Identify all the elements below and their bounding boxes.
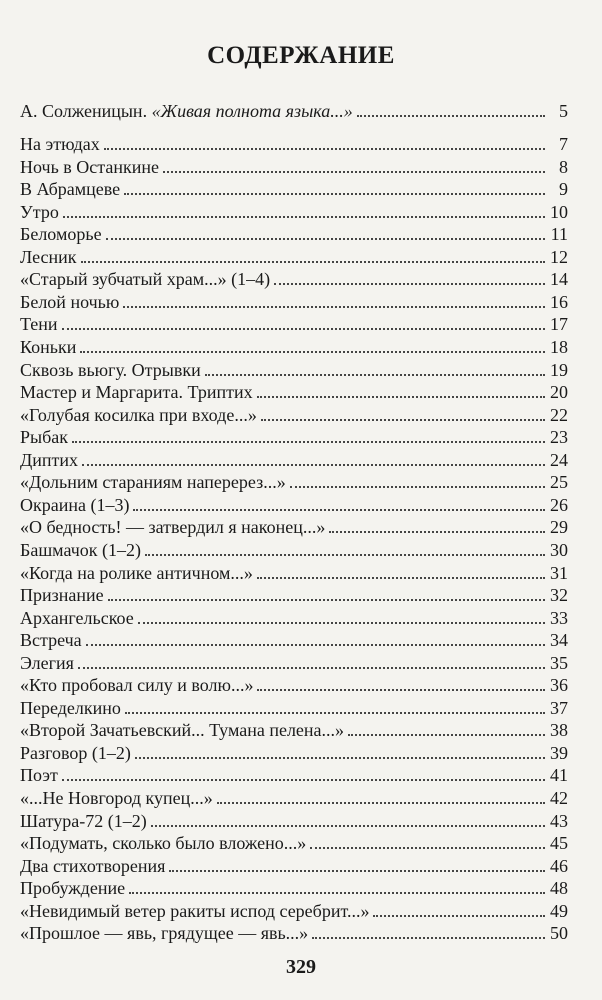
dot-leader xyxy=(125,712,545,714)
toc-entry-title: На этюдах xyxy=(20,134,100,154)
toc-entry xyxy=(20,582,568,606)
toc-entry-title: Архангельское xyxy=(20,607,134,628)
toc-entry-title: Шатура-72 (1–2) xyxy=(20,810,147,831)
toc-entry-title: «...Не Новгород купец...» xyxy=(20,788,213,808)
dot-leader xyxy=(357,115,545,117)
toc-entry-page: 7 xyxy=(559,134,568,154)
toc-entry-page: 24 xyxy=(550,449,568,470)
toc-entry-page: 39 xyxy=(550,742,568,763)
dot-leader xyxy=(329,531,545,533)
toc-entry-title: Пробуждение xyxy=(20,878,126,899)
toc-entry xyxy=(20,402,568,426)
toc-entry xyxy=(20,808,568,832)
dot-leader xyxy=(257,689,545,691)
toc-entry-title: «Прошлое — явь, грядущее — явь...» xyxy=(20,923,309,944)
toc-entry xyxy=(20,154,568,178)
page-title: СОДЕРЖАНИЕ xyxy=(207,42,395,69)
toc-entry-page: 35 xyxy=(550,652,568,673)
toc-entry-title: Поэт xyxy=(20,765,58,786)
toc-entry-page: 18 xyxy=(550,337,568,357)
dot-leader xyxy=(169,870,545,872)
toc-entry-title: Окраина (1–3) xyxy=(20,494,130,515)
toc-entry-title: «Дольним стараниям наперерез...» xyxy=(20,472,286,493)
toc-entry-title: Мастер и Маргарита. Триптих xyxy=(20,382,253,403)
toc-entry-page: 49 xyxy=(550,900,568,921)
toc-entry xyxy=(20,853,568,877)
toc-entry-title: Признание xyxy=(20,585,104,605)
toc-entry xyxy=(20,627,568,651)
dot-leader xyxy=(373,915,545,917)
toc-entry-page: 34 xyxy=(550,630,568,651)
toc-entry xyxy=(20,244,568,268)
toc-entry-title: «Невидимый ветер ракиты испод серебрит...» xyxy=(20,900,370,921)
toc-entry xyxy=(20,875,568,899)
toc-entry-title: Сквозь вьюгу. Отрывки xyxy=(20,359,201,380)
toc-entry xyxy=(20,514,568,538)
toc-entry xyxy=(20,131,568,155)
preface-title: «Живая полнота языка...» xyxy=(151,101,353,121)
toc-entry xyxy=(20,898,568,922)
dot-leader xyxy=(348,734,545,736)
dot-leader xyxy=(86,644,545,646)
dot-leader xyxy=(135,757,545,759)
dot-leader xyxy=(310,847,545,849)
toc-entry xyxy=(20,650,568,674)
toc-entry xyxy=(20,424,568,448)
toc-entry xyxy=(20,740,568,764)
toc-entry-page: 38 xyxy=(550,720,568,741)
toc-entry-page: 45 xyxy=(550,833,568,854)
dot-leader xyxy=(108,599,545,601)
toc-entry xyxy=(20,717,568,741)
toc-entry-title: Тени xyxy=(20,314,58,335)
toc-entry xyxy=(20,672,568,696)
toc-entry xyxy=(20,334,568,358)
toc-entry-page: 46 xyxy=(550,855,568,876)
toc-entry-page: 36 xyxy=(550,675,568,696)
toc-entry-title: Коньки xyxy=(20,337,77,357)
toc-entry-page: 10 xyxy=(550,201,568,222)
toc-entry xyxy=(20,469,568,493)
dot-leader xyxy=(163,171,545,173)
toc-entry-page: 32 xyxy=(550,585,568,605)
dot-leader xyxy=(82,464,545,466)
toc-entry-title: «Когда на ролике античном...» xyxy=(20,562,253,583)
toc-entry-title: Разговор (1–2) xyxy=(20,742,131,763)
toc-entry xyxy=(20,605,568,629)
dot-leader xyxy=(205,374,545,376)
toc-entry-title: Лесник xyxy=(20,246,77,267)
toc-entry-page: 50 xyxy=(550,923,568,944)
dot-leader xyxy=(145,554,545,556)
dot-leader xyxy=(80,351,545,353)
toc-entry-page: 8 xyxy=(559,156,568,177)
toc-entry-page: 16 xyxy=(550,291,568,312)
toc-entry-page: 22 xyxy=(550,404,568,425)
dot-leader xyxy=(63,216,545,218)
toc-entry xyxy=(20,176,568,200)
toc-entry xyxy=(20,560,568,584)
dot-leader xyxy=(138,622,545,624)
toc-entry-title: Рыбак xyxy=(20,427,68,448)
toc-entry-page: 11 xyxy=(550,224,568,245)
dot-leader xyxy=(78,667,545,669)
toc-entry xyxy=(20,221,568,245)
dot-leader xyxy=(123,306,545,308)
toc-entry-title: Два стихотворения xyxy=(20,855,166,876)
toc-entry-page: 41 xyxy=(550,765,568,786)
toc-entry xyxy=(20,830,568,854)
toc-entry xyxy=(20,266,568,290)
dot-leader xyxy=(72,441,545,443)
dot-leader xyxy=(106,238,545,240)
toc-entry-page: 20 xyxy=(550,382,568,403)
toc-entry xyxy=(20,492,568,516)
toc-entry-title: «О бедность! — затвердил я наконец...» xyxy=(20,517,326,538)
toc-entry xyxy=(20,695,568,719)
dot-leader xyxy=(217,802,545,804)
toc-entry-page: 26 xyxy=(550,494,568,515)
toc-entry xyxy=(20,537,568,561)
dot-leader xyxy=(290,486,545,488)
toc-entry-title: Беломорье xyxy=(20,224,102,245)
toc-entry-page: 17 xyxy=(550,314,568,335)
dot-leader xyxy=(81,261,545,263)
dot-leader xyxy=(104,148,545,150)
dot-leader xyxy=(151,825,545,827)
toc-entry-title: «Подумать, сколько было вложено...» xyxy=(20,833,307,854)
dot-leader xyxy=(312,937,545,939)
dot-leader xyxy=(62,328,545,330)
dot-leader xyxy=(133,509,545,511)
toc-entry-page: 12 xyxy=(550,246,568,267)
toc-entry-title: «Второй Зачатьевский... Тумана пелена...» xyxy=(20,720,345,741)
toc-entry xyxy=(20,920,568,944)
toc-entry-title: Диптих xyxy=(20,449,79,470)
toc-entry-page: 25 xyxy=(550,472,568,493)
toc-entry xyxy=(20,311,568,335)
toc-entry-page: 14 xyxy=(550,269,568,290)
toc-entry-preface xyxy=(20,98,568,122)
toc-entry xyxy=(20,447,568,471)
toc-entry-title: Белой ночью xyxy=(20,291,120,312)
toc-entry-title: Переделкино xyxy=(20,697,121,718)
toc-entry-title xyxy=(20,100,353,122)
toc-entry-page: 5 xyxy=(559,101,568,121)
dot-leader xyxy=(257,396,545,398)
toc-entry-title: Встреча xyxy=(20,630,82,651)
toc-entry xyxy=(20,357,568,381)
toc-entry-page: 19 xyxy=(550,359,568,380)
dot-leader xyxy=(62,779,545,781)
toc-entry xyxy=(20,379,568,403)
toc-entry xyxy=(20,289,568,313)
dot-leader xyxy=(274,283,545,285)
toc-entry-page: 30 xyxy=(550,539,568,560)
toc-entry-page: 37 xyxy=(550,697,568,718)
toc-entry-page: 33 xyxy=(550,607,568,628)
dot-leader xyxy=(257,577,545,579)
toc-entry-page: 29 xyxy=(550,517,568,538)
preface-author: А. Солженицын. xyxy=(20,101,152,121)
dot-leader xyxy=(129,892,545,894)
toc-entry-title: «Голубая косилка при входе...» xyxy=(20,404,257,425)
toc-entry-page: 9 xyxy=(559,179,568,200)
toc-entry-page: 42 xyxy=(550,788,568,808)
toc-entry-title: Башмачок (1–2) xyxy=(20,539,142,560)
toc-entry-title: Ночь в Останкине xyxy=(20,156,159,177)
toc-entry xyxy=(20,199,568,223)
dot-leader xyxy=(261,419,545,421)
toc-entry-title: «Кто пробовал силу и волю...» xyxy=(20,675,254,696)
toc-entry-page: 23 xyxy=(550,427,568,448)
page-number: 329 xyxy=(286,956,316,978)
toc-entry xyxy=(20,762,568,786)
toc-entry-title: «Старый зубчатый храм...» (1–4) xyxy=(20,269,271,290)
toc-entry xyxy=(20,785,568,809)
dot-leader xyxy=(124,193,545,195)
toc-entry-page: 31 xyxy=(550,562,568,583)
toc-entry-page: 43 xyxy=(550,810,568,831)
toc-entry-page: 48 xyxy=(550,878,568,899)
toc-entry-title: В Абрамцеве xyxy=(20,179,121,200)
toc-entry-title: Элегия xyxy=(20,652,74,673)
toc-entry-title: Утро xyxy=(20,201,59,222)
